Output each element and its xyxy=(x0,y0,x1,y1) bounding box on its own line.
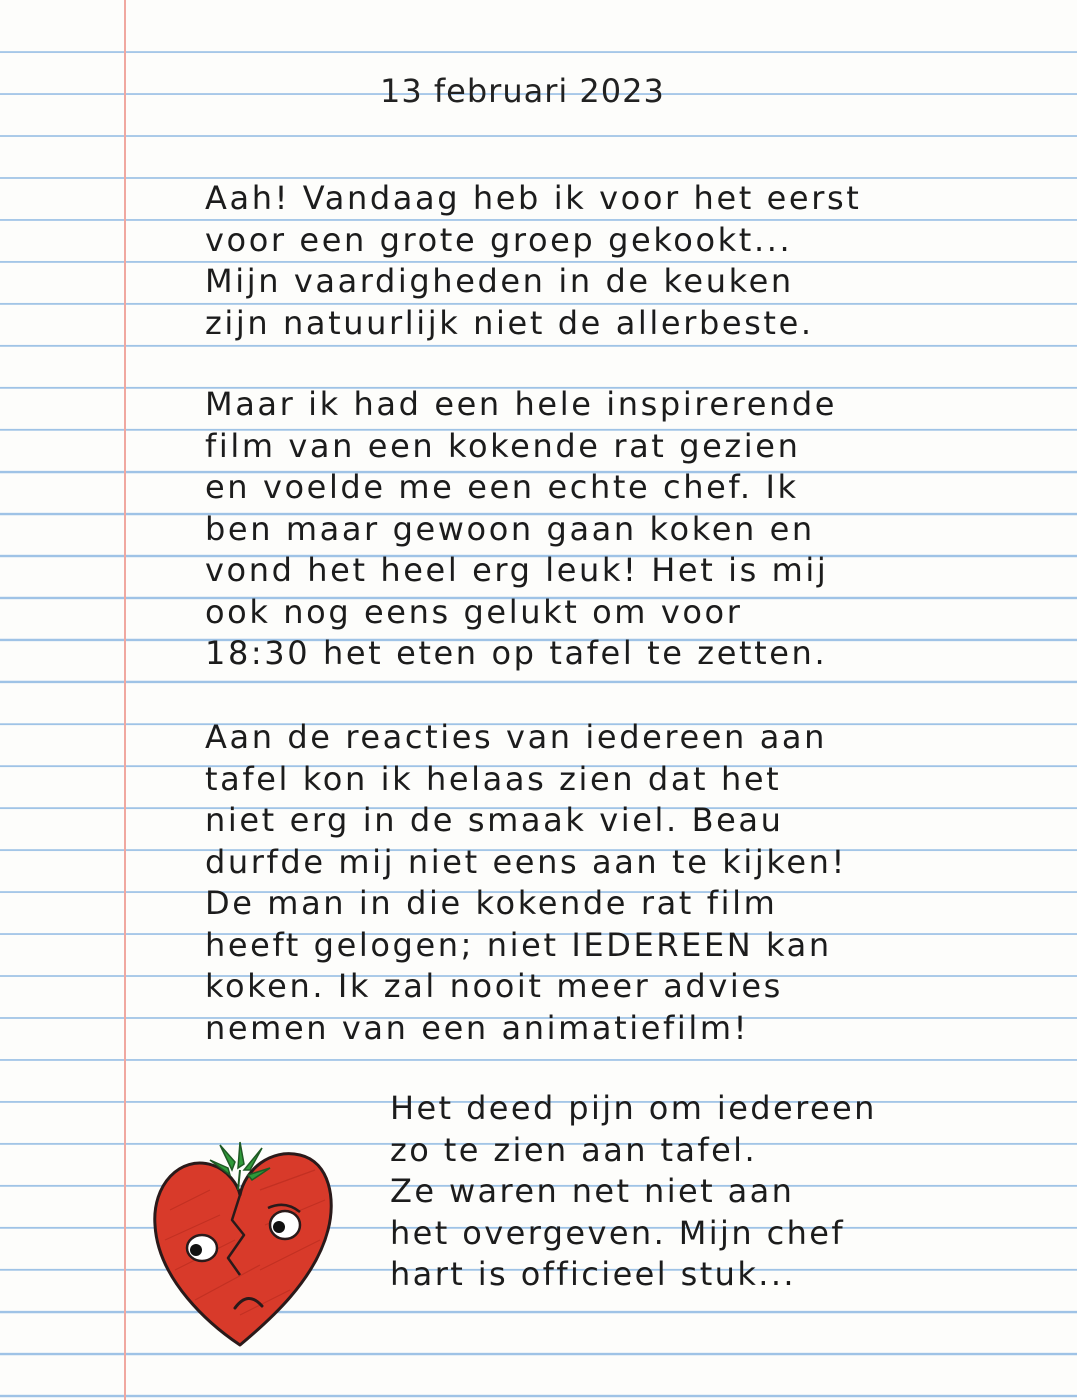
text-line: ben maar gewoon gaan koken en xyxy=(205,509,815,548)
text-line: het overgeven. Mijn chef xyxy=(390,1213,846,1252)
text-line: 18:30 het eten op tafel te zetten. xyxy=(205,634,828,672)
text-line: film van een kokende rat gezien xyxy=(205,426,801,465)
text-line: voor een grote groep gekookt... xyxy=(205,220,793,259)
diary-date: 13 februari 2023 xyxy=(380,72,665,110)
paragraph-2 xyxy=(205,384,837,675)
text-line: ook nog eens gelukt om voor xyxy=(205,592,743,631)
text-line: en voelde me een echte chef. Ik xyxy=(205,468,799,506)
paragraph-4 xyxy=(390,1088,877,1296)
margin-line xyxy=(124,0,126,1400)
text-line: hart is officieel stuk... xyxy=(390,1255,796,1293)
text-line: Maar ik had een hele inspirerende xyxy=(205,385,838,423)
text-line: niet erg in de smaak viel. Beau xyxy=(205,801,784,839)
text-line: durfde mij niet eens aan te kijken! xyxy=(205,842,847,881)
text-line: Ze waren net niet aan xyxy=(390,1172,795,1210)
text-line: zo te zien aan tafel. xyxy=(390,1130,758,1169)
sad-broken-heart-strawberry-icon xyxy=(140,1130,340,1370)
text-line: heeft gelogen; niet IEDEREEN kan xyxy=(205,925,832,964)
paragraph-1 xyxy=(205,178,861,344)
text-line: Mijn vaardigheden in de keuken xyxy=(205,262,794,300)
text-line: zijn natuurlijk niet de allerbeste. xyxy=(205,303,814,342)
text-line: tafel kon ik helaas zien dat het xyxy=(205,759,782,798)
paragraph-3 xyxy=(205,717,847,1049)
text-line: Aah! Vandaag heb ik voor het eerst xyxy=(205,179,862,217)
text-line: Het deed pijn om iedereen xyxy=(390,1089,877,1127)
text-line: vond het heel erg leuk! Het is mij xyxy=(205,551,829,589)
text-line: De man in die kokende rat film xyxy=(205,884,778,922)
text-line: nemen van een animatiefilm! xyxy=(205,1008,750,1047)
text-line: Aan de reacties van iedereen aan xyxy=(205,718,827,756)
text-line: koken. Ik zal nooit meer advies xyxy=(205,967,783,1005)
